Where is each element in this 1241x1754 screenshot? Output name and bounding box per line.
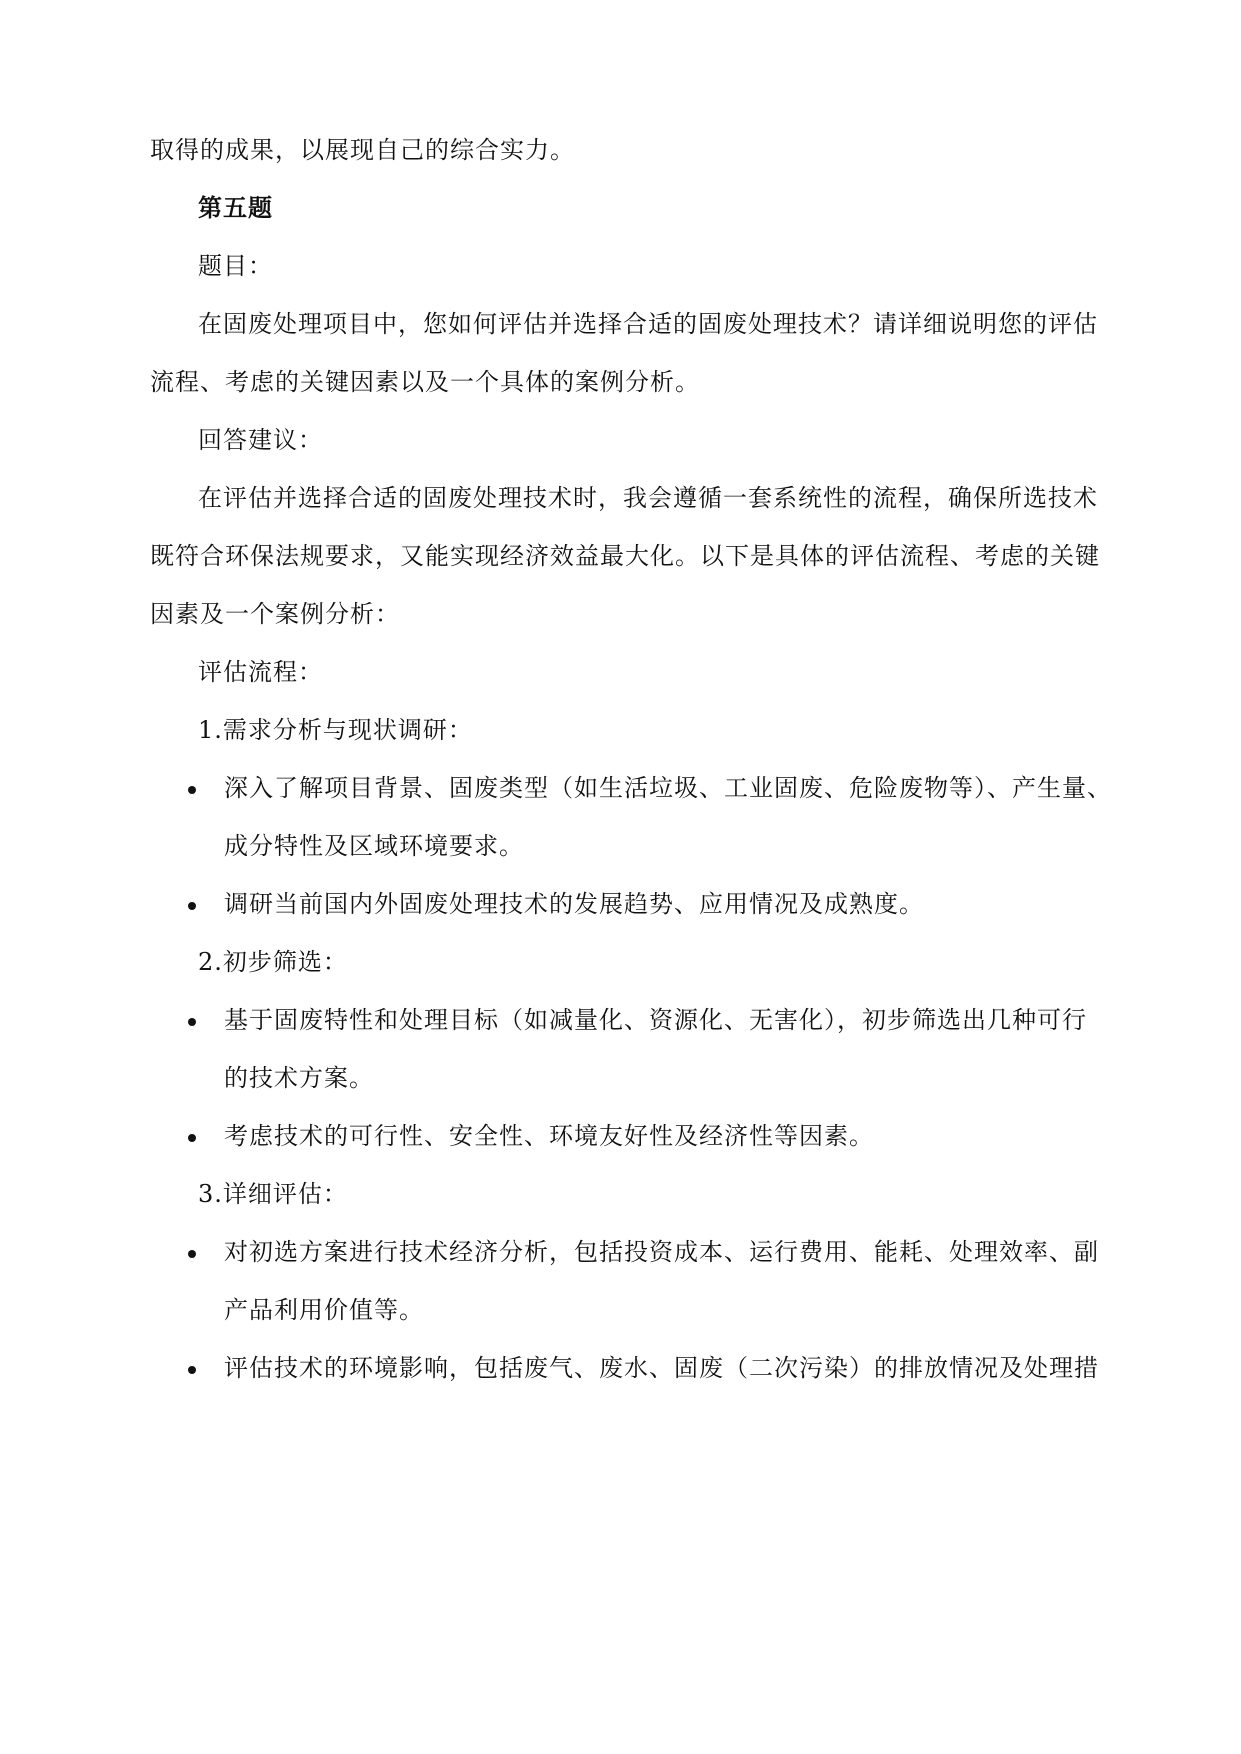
step3-bullet2-line1: 评估技术的环境影响，包括废气、废水、固废（二次污染）的排放情况及处理措 — [224, 1354, 1099, 1382]
answer-line-1: 在评估并选择合适的固废处理技术时，我会遵循一套系统性的流程，确保所选技术 — [198, 484, 1098, 512]
step3-bullet1-line2: 产品利用价值等。 — [224, 1296, 424, 1324]
step3-title: 3.详细评估： — [198, 1180, 348, 1208]
answer-line-2: 既符合环保法规要求，又能实现经济效益最大化。以下是具体的评估流程、考虑的关键 — [150, 542, 1100, 570]
answer-label: 回答建议： — [198, 426, 323, 454]
step1-bullet2-line1: 调研当前国内外固废处理技术的发展趋势、应用情况及成熟度。 — [224, 890, 924, 918]
step1-bullet1-line1: 深入了解项目背景、固废类型（如生活垃圾、工业固废、危险废物等）、产生量、 — [224, 774, 1112, 802]
bullet-icon — [188, 1134, 196, 1142]
step2-bullet1-line1: 基于固废特性和处理目标（如减量化、资源化、无害化），初步筛选出几种可行 — [224, 1006, 1087, 1034]
step1-title: 1.需求分析与现状调研： — [198, 716, 473, 744]
answer-line-3: 因素及一个案例分析： — [150, 600, 400, 628]
bullet-icon — [188, 1250, 196, 1258]
step3-bullet1-line1: 对初选方案进行技术经济分析，包括投资成本、运行费用、能耗、处理效率、副 — [224, 1238, 1099, 1266]
step2-bullet2-line1: 考虑技术的可行性、安全性、环境友好性及经济性等因素。 — [224, 1122, 874, 1150]
step2-title: 2.初步筛选： — [198, 948, 348, 976]
intro-tail-text: 取得的成果，以展现自己的综合实力。 — [150, 136, 575, 164]
section-title: 第五题 — [198, 193, 273, 222]
bullet-icon — [188, 786, 196, 794]
step1-bullet1-line2: 成分特性及区域环境要求。 — [224, 832, 524, 860]
question-label: 题目： — [198, 252, 273, 280]
bullet-icon — [188, 1366, 196, 1374]
bullet-icon — [188, 902, 196, 910]
question-line-1: 在固废处理项目中，您如何评估并选择合适的固废处理技术？请详细说明您的评估 — [198, 310, 1098, 338]
step2-bullet1-line2: 的技术方案。 — [224, 1064, 374, 1092]
bullet-icon — [188, 1018, 196, 1026]
process-label: 评估流程： — [198, 658, 323, 686]
question-line-2: 流程、考虑的关键因素以及一个具体的案例分析。 — [150, 368, 700, 396]
